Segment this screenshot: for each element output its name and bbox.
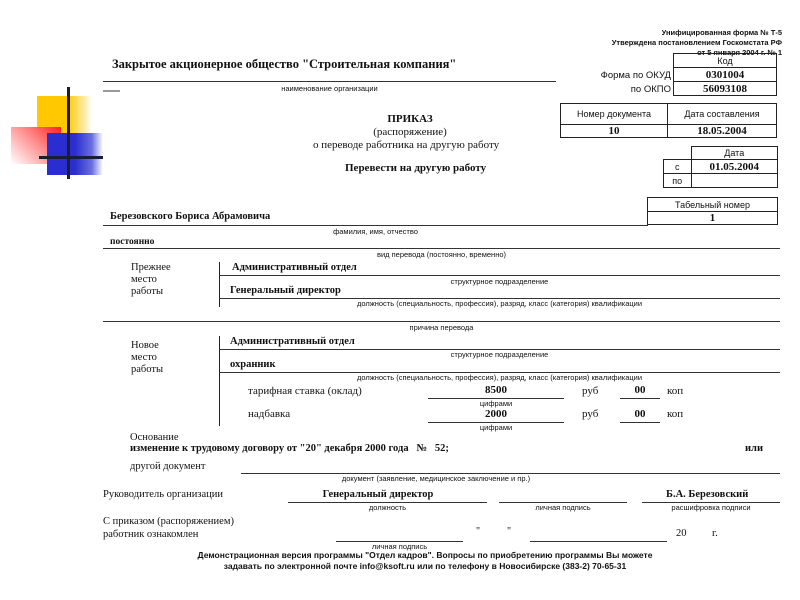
salary-digits-caption: цифрами <box>479 399 513 408</box>
reason-caption: причина перевода <box>409 323 474 332</box>
okud-label: Форма по ОКУД <box>600 70 671 81</box>
basis-number: 52; <box>434 443 449 454</box>
codes-table <box>673 53 777 96</box>
tab-number-table <box>647 197 778 225</box>
slide-logo-decoration <box>0 80 120 190</box>
salary-label: тарифная ставка (оклад) <box>248 385 362 397</box>
salary-kop-value: 00 <box>634 384 646 396</box>
head-label: Руководитель организации <box>103 489 223 500</box>
head-name-value: Б.А. Березовский <box>666 489 749 500</box>
doc-date-value: 18.05.2004 <box>668 125 777 138</box>
basis-or-label: или <box>745 443 763 454</box>
new-department-value: Административный отдел <box>230 336 355 347</box>
period-from-label: с <box>664 160 692 174</box>
form-approval: Утверждена постановлением Госкомстата РФ <box>611 38 782 47</box>
previous-position-caption: должность (специальность, профессия), разряд, класс (категория) квалификации <box>356 299 643 308</box>
tab-number-header: Табельный номер <box>648 198 778 212</box>
day-quote-close: " <box>507 526 512 537</box>
bonus-rub-value: 2000 <box>485 408 507 420</box>
organization-underline <box>103 81 556 82</box>
year-suffix: г. <box>712 528 718 539</box>
previous-position-value: Генеральный директор <box>230 285 341 296</box>
bonus-kop-label: коп <box>667 408 684 420</box>
head-signature-caption: личная подпись <box>535 503 591 512</box>
other-document-label: другой документ <box>130 461 206 472</box>
transfer-type-underline <box>103 248 780 249</box>
employee-name-underline <box>103 225 648 226</box>
salary-kop-label: коп <box>667 385 684 397</box>
codes-header: Код <box>674 54 777 68</box>
period-date-header: Дата <box>691 147 778 160</box>
logo-horizontal-bar <box>39 156 103 159</box>
basis-text: изменение к трудовому договору от "20" декабря 2000 года № 52; <box>130 443 449 454</box>
order-about: о переводе работника на другую работу <box>313 139 500 151</box>
new-department-caption: структурное подразделение <box>450 350 549 359</box>
okud-value: 0301004 <box>674 68 777 82</box>
doc-info-table <box>560 103 777 138</box>
other-document-caption: документ (заявление, медицинское заключение и пр.) <box>341 474 531 483</box>
doc-number-value: 10 <box>561 125 668 138</box>
organization-name: Закрытое акционерное общество "Строительная компания" <box>112 57 457 71</box>
previous-department-value: Административный отдел <box>232 262 357 273</box>
form-approval-date: от 5 января 2004 г. № 1 <box>697 48 782 57</box>
bonus-kop-value: 00 <box>634 408 646 420</box>
transfer-type-caption: вид перевода (постоянно, временно) <box>376 250 507 259</box>
previous-department-caption: структурное подразделение <box>450 277 549 286</box>
okpo-label: по ОКПО <box>630 84 671 95</box>
head-position-caption: должность <box>368 503 407 512</box>
transfer-type-value: постоянно <box>110 237 155 247</box>
bonus-digits-caption: цифрами <box>479 423 513 432</box>
logo-blue-square <box>47 133 103 175</box>
new-position-value: охранник <box>230 359 276 370</box>
bonus-rub-label: руб <box>582 408 599 420</box>
form-number: Унифицированная форма № Т-5 <box>661 28 782 37</box>
month-line <box>530 541 667 542</box>
salary-rub-value: 8500 <box>485 384 507 396</box>
employee-name-caption: фамилия, имя, отчество <box>333 227 418 236</box>
head-position-value: Генеральный директор <box>322 489 434 500</box>
tab-number-value: 1 <box>648 212 778 225</box>
period-to-label: по <box>664 174 692 188</box>
bonus-label: надбавка <box>248 408 291 420</box>
acknowledgement-line2: работник ознакомлен <box>103 529 199 540</box>
period-to-value <box>691 174 778 188</box>
footer-line1: Демонстрационная версия программы "Отдел кадров". Вопросы по приобретению программы Вы можете <box>197 550 653 560</box>
footer-line2: задавать по электронной почте info@ksoft.ru или по телефону в Новосибирске (383-2) 70-65-31 <box>223 561 627 571</box>
doc-number-header: Номер документа <box>561 104 668 125</box>
salary-rub-label: руб <box>582 385 599 397</box>
basis-label: Основание <box>130 432 179 443</box>
employee-name: Березовского Бориса Абрамовича <box>110 211 271 222</box>
head-name-caption: расшифровка подписи <box>671 503 751 512</box>
period-from-value: 01.05.2004 <box>691 160 778 174</box>
reason-underline <box>103 321 780 322</box>
order-title: ПРИКАЗ <box>387 113 433 125</box>
basis-number-sign: № <box>416 443 428 454</box>
period-table <box>663 146 778 188</box>
previous-job-label: Прежнее место работы <box>131 262 171 297</box>
organization-caption: наименование организации <box>281 84 378 93</box>
day-quote-open: " <box>476 526 481 537</box>
order-action: Перевести на другую работу <box>345 162 487 174</box>
logo-vertical-bar <box>67 87 70 179</box>
year-prefix: 20 <box>676 528 687 539</box>
employee-signature-caption: личная подпись <box>371 542 428 551</box>
new-job-label: Новое место работы <box>131 340 164 375</box>
new-position-caption: должность (специальность, профессия), разряд, класс (категория) квалификации <box>356 373 643 382</box>
okpo-value: 56093108 <box>674 82 777 96</box>
acknowledgement-line1: С приказом (распоряжением) <box>103 516 234 527</box>
doc-date-header: Дата составления <box>668 104 777 125</box>
order-subtitle: (распоряжение) <box>373 126 447 138</box>
